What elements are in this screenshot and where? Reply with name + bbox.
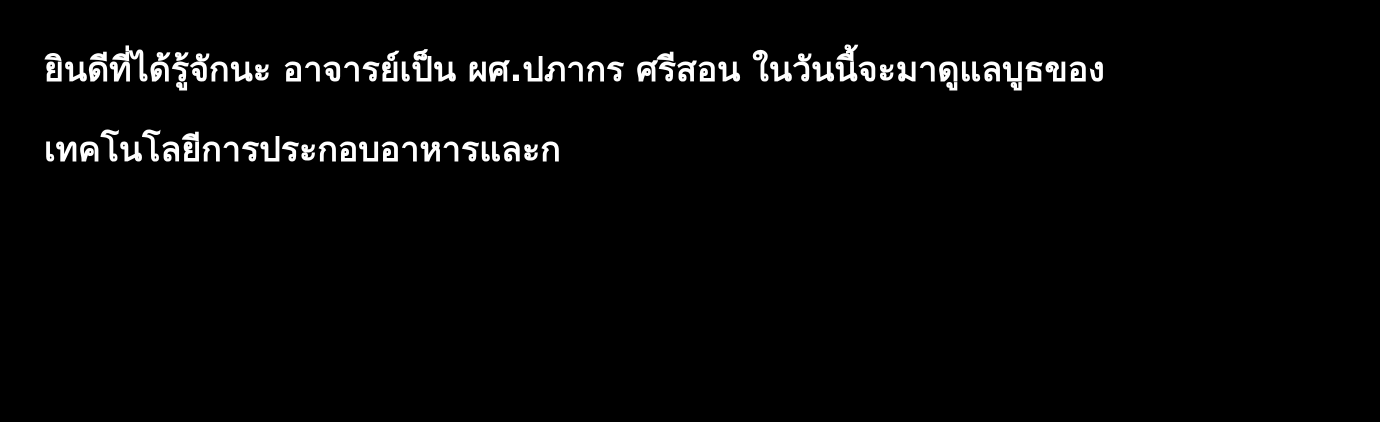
subtitle-text xyxy=(44,38,1344,198)
subtitle-line-1: ยินดีที่ได้รู้จักนะ อาจารย์เป็น ผศ.ปภากร ศรีสอน ในวันนี้จะมาดูแลบูธของ xyxy=(44,50,1105,90)
subtitle-line-2: เทคโนโลยีการประกอบอาหารและก xyxy=(44,130,561,170)
